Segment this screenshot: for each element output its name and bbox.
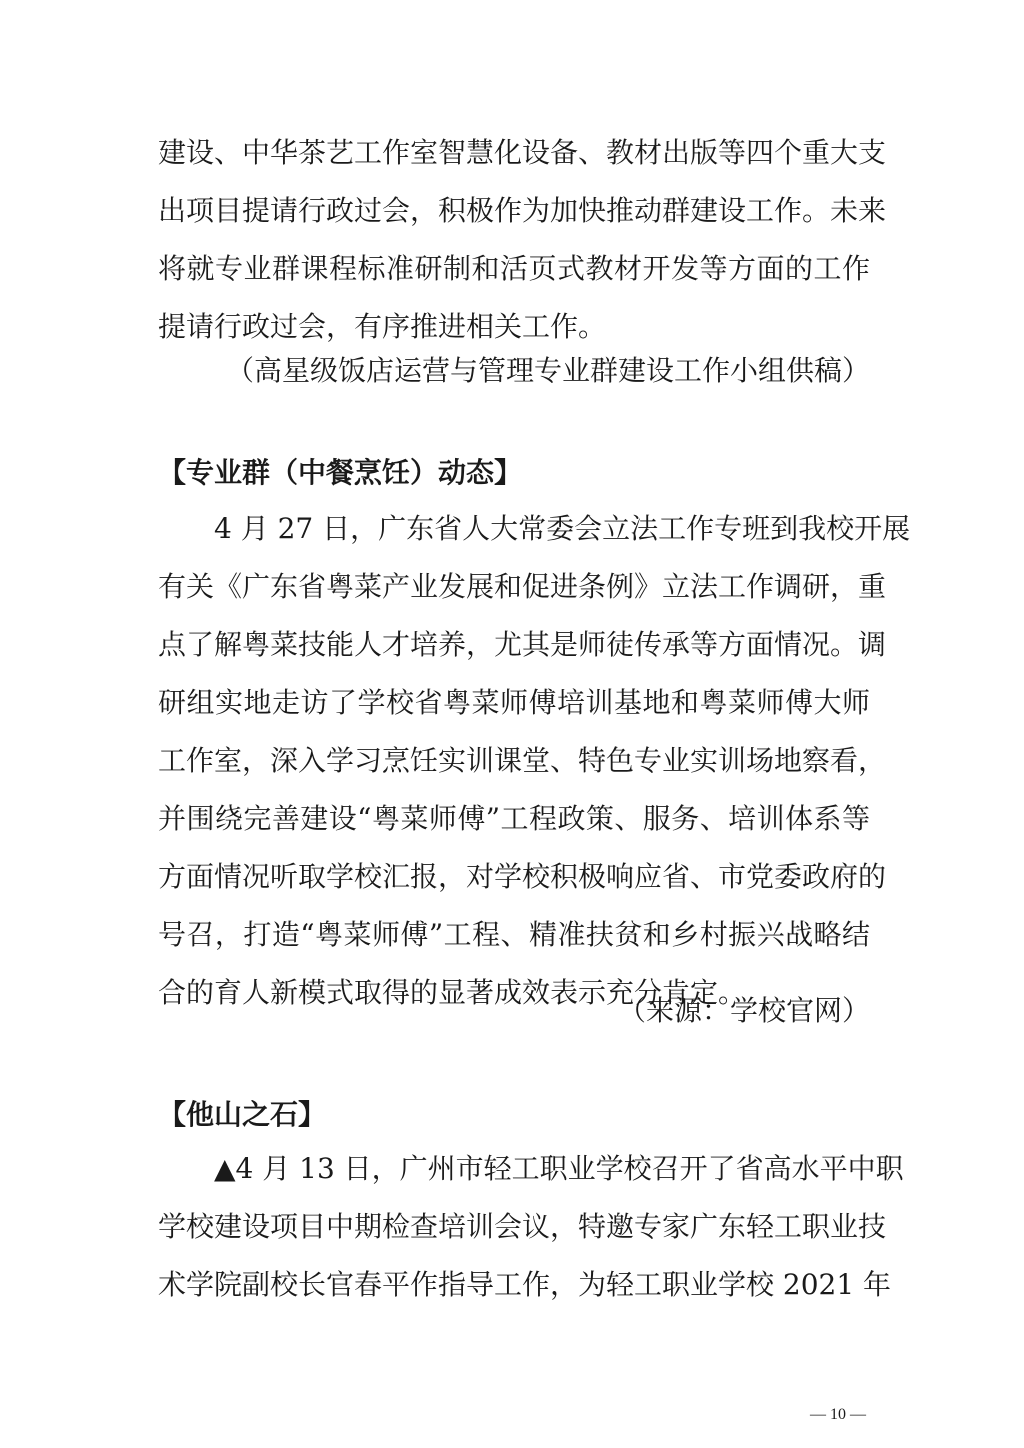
paragraph-line: 将就专业群课程标准研制和活页式教材开发等方面的工作: [158, 252, 870, 285]
credit-line-source: （来源：学校官网）: [617, 994, 870, 1027]
section-heading-other-schools: 【他山之石】: [158, 1098, 327, 1131]
paragraph-line: 提请行政过会，有序推进相关工作。: [158, 310, 607, 343]
paragraph-line: 学校建设项目中期检查培训会议，特邀专家广东轻工职业技: [158, 1210, 887, 1243]
page-number: — 10 —: [810, 1406, 866, 1423]
section-heading-culinary: 【专业群（中餐烹饪）动态】: [158, 456, 523, 489]
paragraph-line: 研组实地走访了学校省粤菜师傅培训基地和粤菜师傅大师: [158, 686, 870, 719]
paragraph-line: 点了解粤菜技能人才培养，尤其是师徒传承等方面情况。调: [158, 628, 887, 661]
paragraph-line: 有关《广东省粤菜产业发展和促进条例》立法工作调研，重: [158, 570, 887, 603]
paragraph-continuation: [158, 124, 887, 356]
paragraph-line: 4 月 27 日，广东省人大常委会立法工作专班到我校开展: [214, 512, 911, 545]
paragraph-line: 建设、中华茶艺工作室智慧化设备、教材出版等四个重大支: [158, 136, 887, 169]
paragraph-line: 合的育人新模式取得的显著成效表示充分肯定。: [158, 976, 747, 1009]
credit-line-hotel-group: （高星级饭店运营与管理专业群建设工作小组供稿）: [225, 354, 870, 387]
paragraph-line: 并围绕完善建设“粤菜师傅”工程政策、服务、培训体系等: [158, 802, 870, 835]
paragraph-line: 出项目提请行政过会，积极作为加快推动群建设工作。未来: [158, 194, 887, 227]
paragraph-other-schools: [158, 1140, 904, 1314]
paragraph-line: 术学院副校长官春平作指导工作，为轻工职业学校 2021 年: [158, 1268, 892, 1301]
paragraph-line: 工作室，深入学习烹饪实训课堂、特色专业实训场地察看，: [158, 744, 887, 777]
paragraph-line: 方面情况听取学校汇报，对学校积极响应省、市党委政府的: [158, 860, 887, 893]
paragraph-line: ▲4 月 13 日，广州市轻工职业学校召开了省高水平中职: [214, 1152, 904, 1185]
paragraph-line: 号召，打造“粤菜师傅”工程、精准扶贫和乡村振兴战略结: [158, 918, 870, 951]
paragraph-culinary-news: [158, 500, 911, 1022]
